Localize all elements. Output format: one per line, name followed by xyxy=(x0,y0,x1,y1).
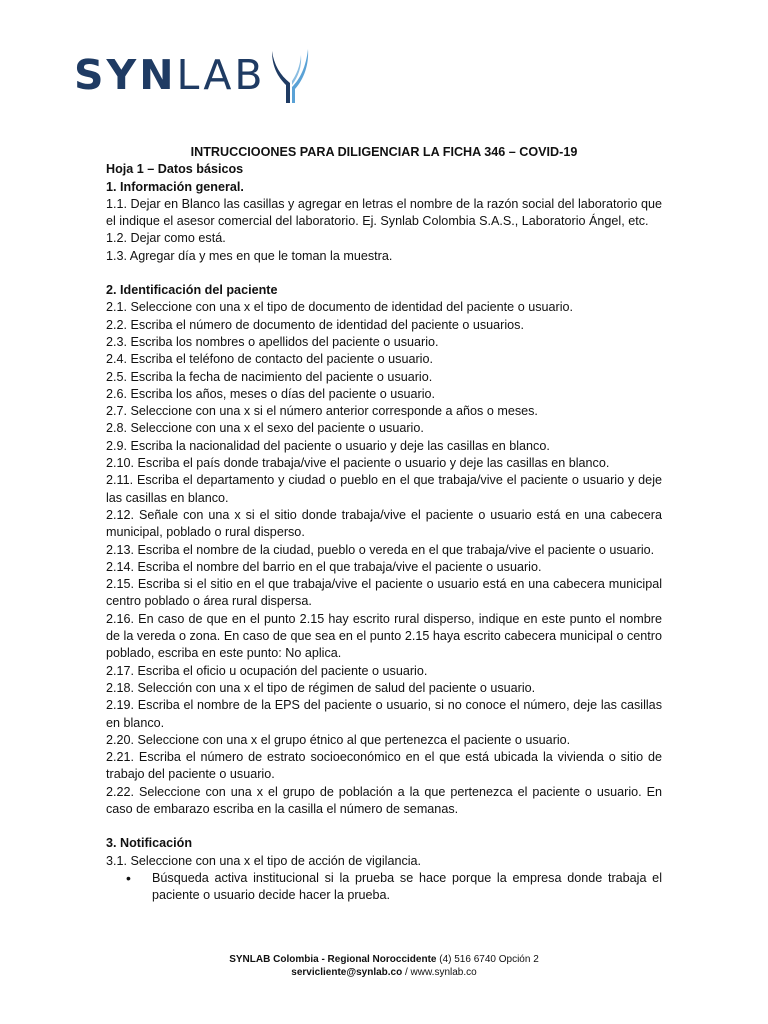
instruction-item: 2.21. Escriba el número de estrato socioeconómico en el que está ubicada la vivienda o sitio de trabajo del paciente o usuario. xyxy=(106,750,662,782)
instruction-item: 2.19. Escriba el nombre de la EPS del paciente o usuario, si no conoce el número, deje las casillas en blanco. xyxy=(106,698,662,730)
section-patient-identification xyxy=(106,282,662,818)
instruction-item: 1.2. Dejar como está. xyxy=(106,231,226,246)
instruction-item: 2.17. Escriba el oficio u ocupación del paciente o usuario. xyxy=(106,663,428,678)
section-notification xyxy=(106,835,662,904)
instruction-item: 1.3. Agregar día y mes en que le toman la muestra. xyxy=(106,248,393,263)
instruction-item: 2.13. Escriba el nombre de la ciudad, pueblo o vereda en el que trabaja/vive el paciente o usuario. xyxy=(106,542,655,557)
footer-website: / www.synlab.co xyxy=(402,966,477,978)
instruction-item: 2.5. Escriba la fecha de nacimiento del paciente o usuario. xyxy=(106,369,433,384)
instruction-item: 2.16. En caso de que en el punto 2.15 hay escrito rural disperso, indique en este punto el nombre de la vereda o zona. En caso de que sea en el punto 2.15 haya escrito cabecera municipal o centro poblado, escriba en este punto: No aplica. xyxy=(106,611,662,661)
instruction-item: 3.1. Seleccione con una x el tipo de acción de vigilancia. xyxy=(106,853,422,868)
section-heading: 2. Identificación del paciente xyxy=(106,283,278,298)
instruction-item: 2.3. Escriba los nombres o apellidos del paciente o usuario. xyxy=(106,334,439,349)
instruction-item: 2.6. Escriba los años, meses o días del paciente o usuario. xyxy=(106,386,436,401)
section-heading: 3. Notificación xyxy=(106,836,193,851)
instruction-item: 2.14. Escriba el nombre del barrio en el que trabaja/vive el paciente o usuario. xyxy=(106,559,542,574)
bullet-icon: • xyxy=(126,869,131,886)
section-general-info xyxy=(106,179,662,265)
synlab-logo xyxy=(74,44,312,106)
document-title: INTRUCCIOONES PARA DILIGENCIAR LA FICHA 346 – COVID-19 xyxy=(190,145,578,159)
instruction-item: 2.8. Seleccione con una x el sexo del paciente o usuario. xyxy=(106,421,424,436)
footer-company: SYNLAB Colombia - Regional Noroccidente xyxy=(229,954,437,965)
bullet-text: Búsqueda activa institucional si la prueba se hace porque la empresa donde trabaja el paciente o usuario decide hacer la prueba. xyxy=(152,870,662,903)
instruction-item: 2.20. Seleccione con una x el grupo étnico al que pertenezca el paciente o usuario. xyxy=(106,732,571,747)
page-footer xyxy=(0,954,768,979)
footer-contact-line xyxy=(0,954,768,967)
instruction-item: 2.9. Escriba la nacionalidad del paciente o usuario y deje las casillas en blanco. xyxy=(106,438,550,453)
footer-email: servicliente@synlab.co xyxy=(291,966,403,978)
footer-phone: (4) 516 6740 Opción 2 xyxy=(436,954,539,965)
instruction-item: 2.11. Escriba el departamento y ciudad o pueblo en el que trabaja/vive el paciente o usuario y deje las casillas en blanco. xyxy=(106,473,662,505)
footer-web-line xyxy=(0,967,768,980)
instruction-item: 2.10. Escriba el país donde trabaja/vive el paciente o usuario y deje las casillas en blanco. xyxy=(106,456,610,471)
logo-wordmark: SYNLAB xyxy=(74,50,266,99)
instruction-item: 2.2. Escriba el número de documento de identidad del paciente o usuarios. xyxy=(106,317,524,332)
instruction-item: 2.7. Seleccione con una x si el número anterior corresponde a años o meses. xyxy=(106,404,538,419)
synlab-mark-icon xyxy=(268,45,312,105)
instruction-item: 1.1. Dejar en Blanco las casillas y agregar en letras el nombre de la razón social del laboratorio que el indique el asesor comercial del laboratorio. Ej. Synlab Colombia S.A.S., Laboratorio Ángel, etc. xyxy=(106,196,662,229)
instruction-item: 2.22. Seleccione con una x el grupo de población a la que pertenezca el paciente o usuario. En caso de embarazo escriba en la casilla el número de semanas. xyxy=(106,784,662,816)
section-heading: 1. Información general. xyxy=(106,179,244,194)
instruction-item: 2.18. Selección con una x el tipo de régimen de salud del paciente o usuario. xyxy=(106,680,536,695)
instruction-item: 2.15. Escriba si el sitio en el que trabaja/vive el paciente o usuario está en una cabecera municipal centro poblado o área rural dispersa. xyxy=(106,577,662,609)
instruction-item: 2.12. Señale con una x si el sitio donde trabaja/vive el paciente o usuario está en una cabecera municipal, poblado o rural disperso. xyxy=(106,507,662,540)
sheet-heading: Hoja 1 – Datos básicos xyxy=(106,162,244,177)
instruction-item: 2.4. Escriba el teléfono de contacto del paciente o usuario. xyxy=(106,352,433,367)
instruction-item: 2.1. Seleccione con una x el tipo de documento de identidad del paciente o usuario. xyxy=(106,300,573,315)
document-body xyxy=(106,144,662,904)
bullet-item xyxy=(126,870,662,905)
